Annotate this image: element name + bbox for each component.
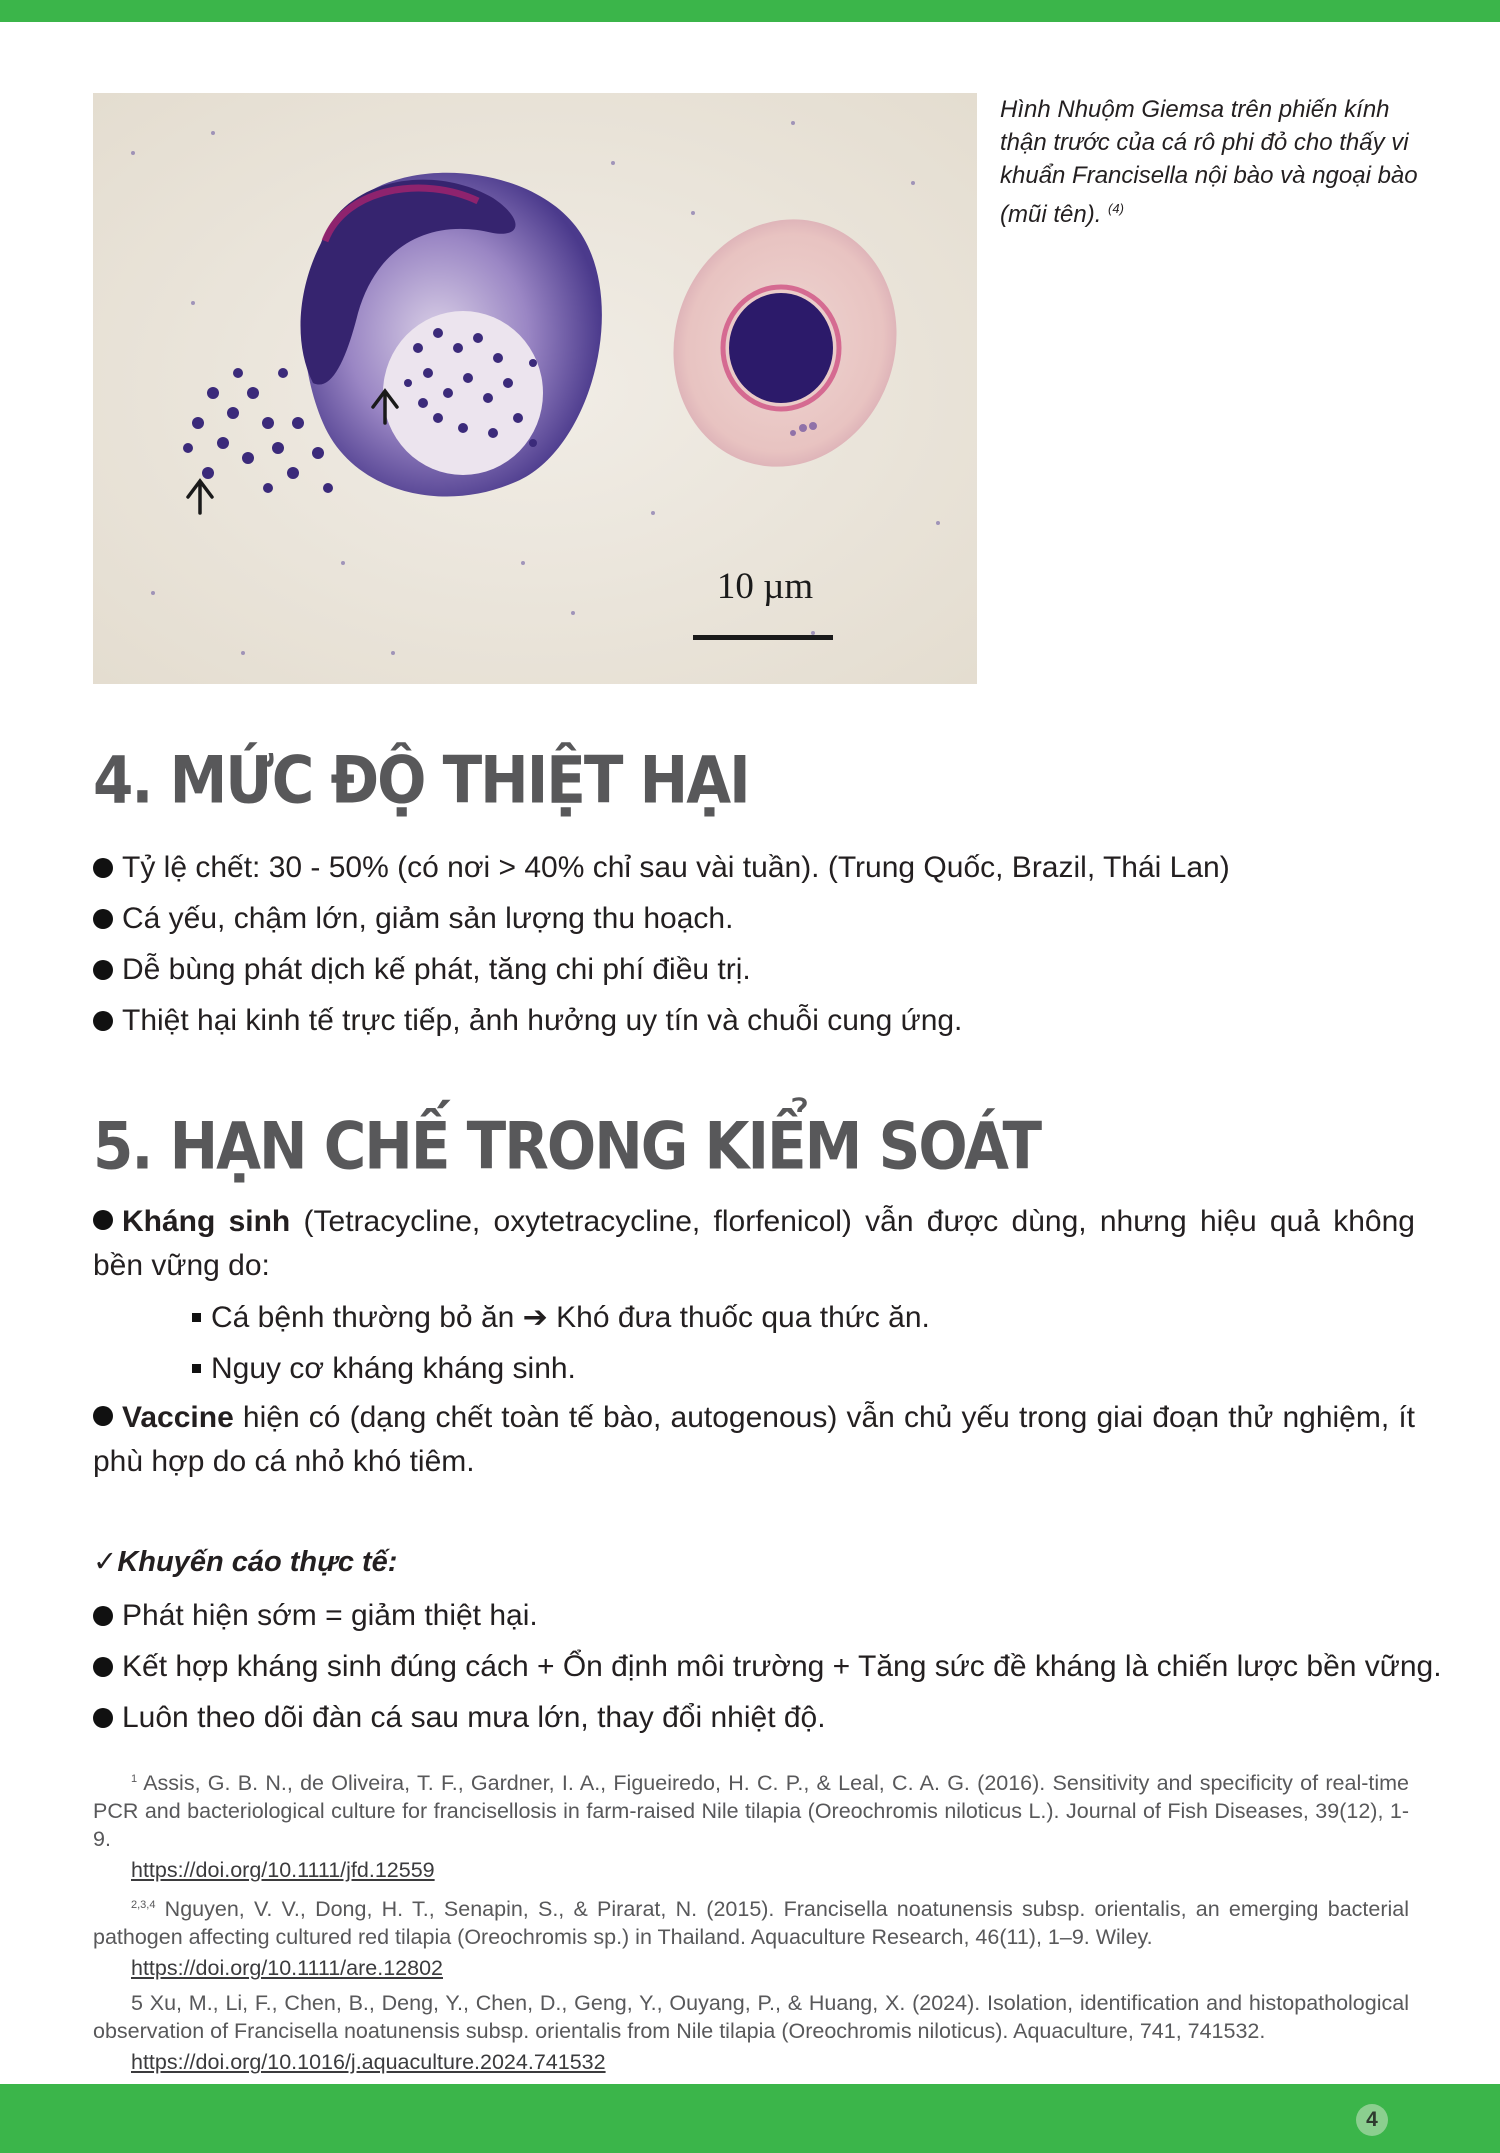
- scale-bar: [693, 635, 833, 640]
- top-accent-bar: [0, 0, 1500, 22]
- antibiotic-paragraph: [93, 1200, 1415, 1288]
- list-item: Luôn theo dõi đàn cá sau mưa lớn, thay đổi nhiệt độ.: [93, 1696, 1433, 1739]
- sub-item-text: Khó đưa thuốc qua thức ăn.: [547, 1301, 930, 1334]
- page-number: 4: [1356, 2104, 1388, 2136]
- caption-text: Hình Nhuộm Giemsa trên phiến kính thận trước của cá rô phi đỏ cho thấy vi khuẩn Francisella nội bào và ngoại bào (mũi tên).: [1000, 96, 1418, 228]
- vaccine-text: hiện có (dạng chết toàn tế bào, autogenous) vẫn chủ yếu trong giai đoạn thử nghiệm, ít phù hợp do cá nhỏ khó tiêm.: [93, 1401, 1415, 1478]
- reference-entry: [93, 1891, 1409, 1951]
- recommendation-list: [93, 1594, 1442, 1747]
- list-item: Thiệt hại kinh tế trực tiếp, ảnh hưởng uy tín và chuỗi cung ứng.: [93, 999, 1433, 1042]
- reference-link[interactable]: https://doi.org/10.1016/j.aquaculture.2024.741532: [131, 2050, 606, 2075]
- list-item: Tỷ lệ chết: 30 - 50% (có nơi > 40% chỉ sau vài tuần). (Trung Quốc, Brazil, Thái Lan): [93, 846, 1433, 889]
- reference-link[interactable]: https://doi.org/10.1111/are.12802: [131, 1956, 443, 1981]
- list-item: Kết hợp kháng sinh đúng cách + Ổn định môi trường + Tăng sức đề kháng là chiến lược bền vững.: [93, 1645, 1433, 1688]
- reference-text: Assis, G. B. N., de Oliveira, T. F., Gardner, I. A., Figueiredo, H. C. P., & Leal, C. A. G. (2016). Sensitivity and specificity of real-time PCR and bacteriological culture for francisellosis in farm-raised Nile tilapia (Oreochromis niloticus L.). Journal of Fish Diseases, 39(12), 1-9.: [93, 1771, 1409, 1852]
- vaccine-term: Vaccine: [122, 1401, 234, 1434]
- reference-entry: [93, 1765, 1409, 1853]
- checkmark-icon: ✓: [93, 1546, 118, 1578]
- vaccine-paragraph: [93, 1396, 1415, 1484]
- reference-text: Nguyen, V. V., Dong, H. T., Senapin, S., & Pirarat, N. (2015). Francisella noatunensis subsp. orientalis, an emerging bacterial pathogen affecting cultured red tilapia (Oreochromis sp.) in Thailand. Aquaculture Research, 46(11), 1–9. Wiley.: [93, 1897, 1409, 1950]
- caption-ref: (4): [1108, 201, 1124, 216]
- section-4-list: [93, 846, 1433, 1050]
- reference-text: 5 Xu, M., Li, F., Chen, B., Deng, Y., Chen, D., Geng, Y., Ouyang, P., & Huang, X. (2024). Isolation, identification and histopathological observation of Francisella noatunensis subsp. orientalis from Nile tilapia (Oreochromis niloticus). Aquaculture, 741, 741532.: [93, 1991, 1409, 2044]
- arrow-icon: ➔: [522, 1301, 548, 1334]
- list-item: Dễ bùng phát dịch kế phát, tăng chi phí điều trị.: [93, 948, 1433, 991]
- antibiotic-text: (Tetracycline, oxytetracycline, florfenicol) vẫn được dùng, nhưng hiệu quả không bền vững do:: [93, 1205, 1415, 1282]
- list-item: Cá yếu, chậm lớn, giảm sản lượng thu hoạch.: [93, 897, 1433, 940]
- bottom-accent-bar: [0, 2084, 1500, 2153]
- antibiotic-sub-list: [192, 1296, 930, 1398]
- figure-caption: [1000, 93, 1420, 231]
- sub-list-item: [192, 1296, 930, 1339]
- scale-label: 10 µm: [716, 566, 814, 607]
- micrograph-image: [93, 93, 977, 684]
- section-5-heading: 5. HẠN CHẾ TRONG KIỂM SOÁT: [93, 1108, 1041, 1185]
- list-item: Phát hiện sớm = giảm thiệt hại.: [93, 1594, 1433, 1637]
- sub-item-text: Cá bệnh thường bỏ ăn: [211, 1301, 523, 1334]
- sub-list-item: Nguy cơ kháng kháng sinh.: [192, 1347, 930, 1390]
- reference-entry: [93, 1989, 1409, 2045]
- micrograph-figure: [93, 93, 977, 684]
- section-4-heading: 4. MỨC ĐỘ THIỆT HẠI: [93, 742, 749, 819]
- bullet-dot: [93, 1406, 113, 1426]
- references: [93, 1765, 1409, 2083]
- reference-mark: 1: [131, 1773, 138, 1785]
- recommendation-title: Khuyến cáo thực tế:: [117, 1546, 398, 1578]
- antibiotic-term: Kháng sinh: [122, 1205, 291, 1238]
- reference-mark: 2,3,4: [131, 1899, 156, 1912]
- reference-link[interactable]: https://doi.org/10.1111/jfd.12559: [131, 1858, 435, 1883]
- recommendation-heading: [93, 1544, 397, 1579]
- bullet-dot: [93, 1210, 113, 1230]
